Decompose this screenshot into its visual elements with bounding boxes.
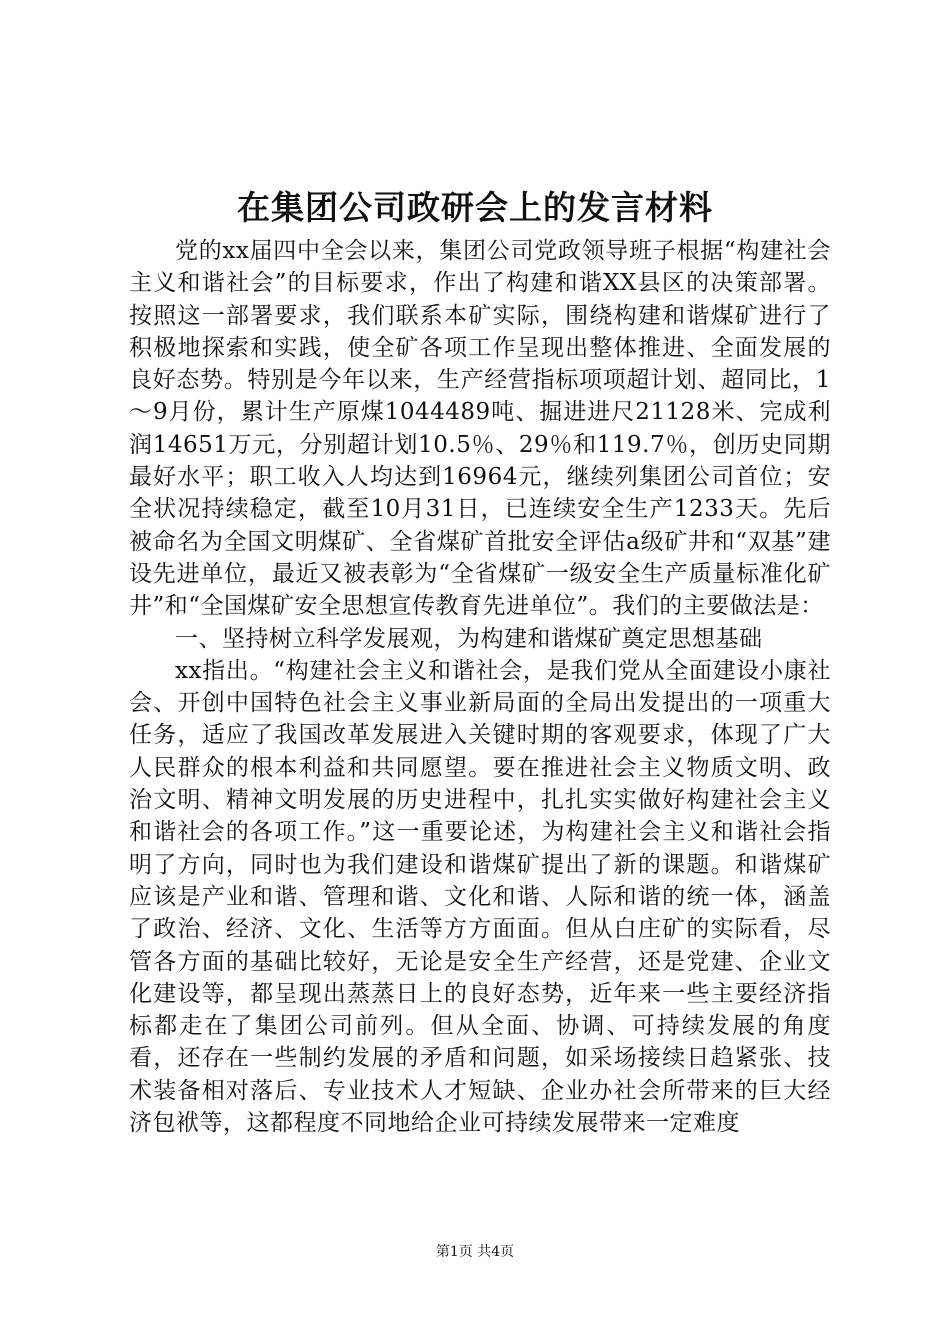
page-footer: 第1页 共4页 xyxy=(435,1244,515,1260)
section-heading-1: 一、坚持树立科学发展观，为构建和谐煤矿奠定思想基础 xyxy=(175,625,763,652)
document-body xyxy=(129,235,831,1139)
paragraph-intro: 党的xx届四中全会以来，集团公司党政领导班子根据“构建社会主义和谐社会”的目标要求，作出了构建和谐XX县区的决策部署。按照这一部署要求，我们联系本矿实际，围绕构建和谐煤矿进行了积极地探索和实践，使全矿各项工作呈现出整体推进、全面发展的良好态势。特别是今年以来，生产经营指标项项超计划、超同比，1～9月份，累计生产原煤1044489吨、掘进进尺21128米、完成利润14651万元，分别超计划10.5％、29％和119.7％，创历史同期最好水平；职工收入人均达到16964元，继续列集团公司首位；安全状况持续稳定，截至10月31日，已连续安全生产1233天。先后被命名为全国文明煤矿、全省煤矿首批安全评估a级矿井和“双基”建设先进单位，最近又被表彰为“全省煤矿一级安全生产质量标准化矿井”和“全国煤矿安全思想宣传教育先进单位”。我们的主要做法是： xyxy=(129,238,831,620)
document-title: 在集团公司政研会上的发言材料 xyxy=(237,188,713,227)
paragraph-section-1: xx指出。“构建社会主义和谐社会，是我们党从全面建设小康社会、开创中国特色社会主义事业新局面的全局出发提出的一项重大任务，适应了我国改革发展进入关键时期的客观要求，体现了广大人民群众的根本利益和共同愿望。要在推进社会主义物质文明、政治文明、精神文明发展的历史进程中，扎扎实实做好构建社会主义和谐社会的各项工作。”这一重要论述，为构建社会主义和谐社会指明了方向，同时也为我们建设和谐煤矿提出了新的课题。和谐煤矿应该是产业和谐、管理和谐、文化和谐、人际和谐的统一体，涵盖了政治、经济、文化、生活等方方面面。但从白庄矿的实际看，尽管各方面的基础比较好，无论是安全生产经营，还是党建、企业文化建设等，都呈现出蒸蒸日上的良好态势，近年来一些主要经济指标都走在了集团公司前列。但从全面、协调、可持续发展的角度看，还存在一些制约发展的矛盾和问题，如采场接续日趋紧张、技术装备相对落后、专业技术人才短缺、企业办社会所带来的巨大经济包袱等，这都程度不同地给企业可持续发展带来一定难度 xyxy=(129,657,831,1137)
